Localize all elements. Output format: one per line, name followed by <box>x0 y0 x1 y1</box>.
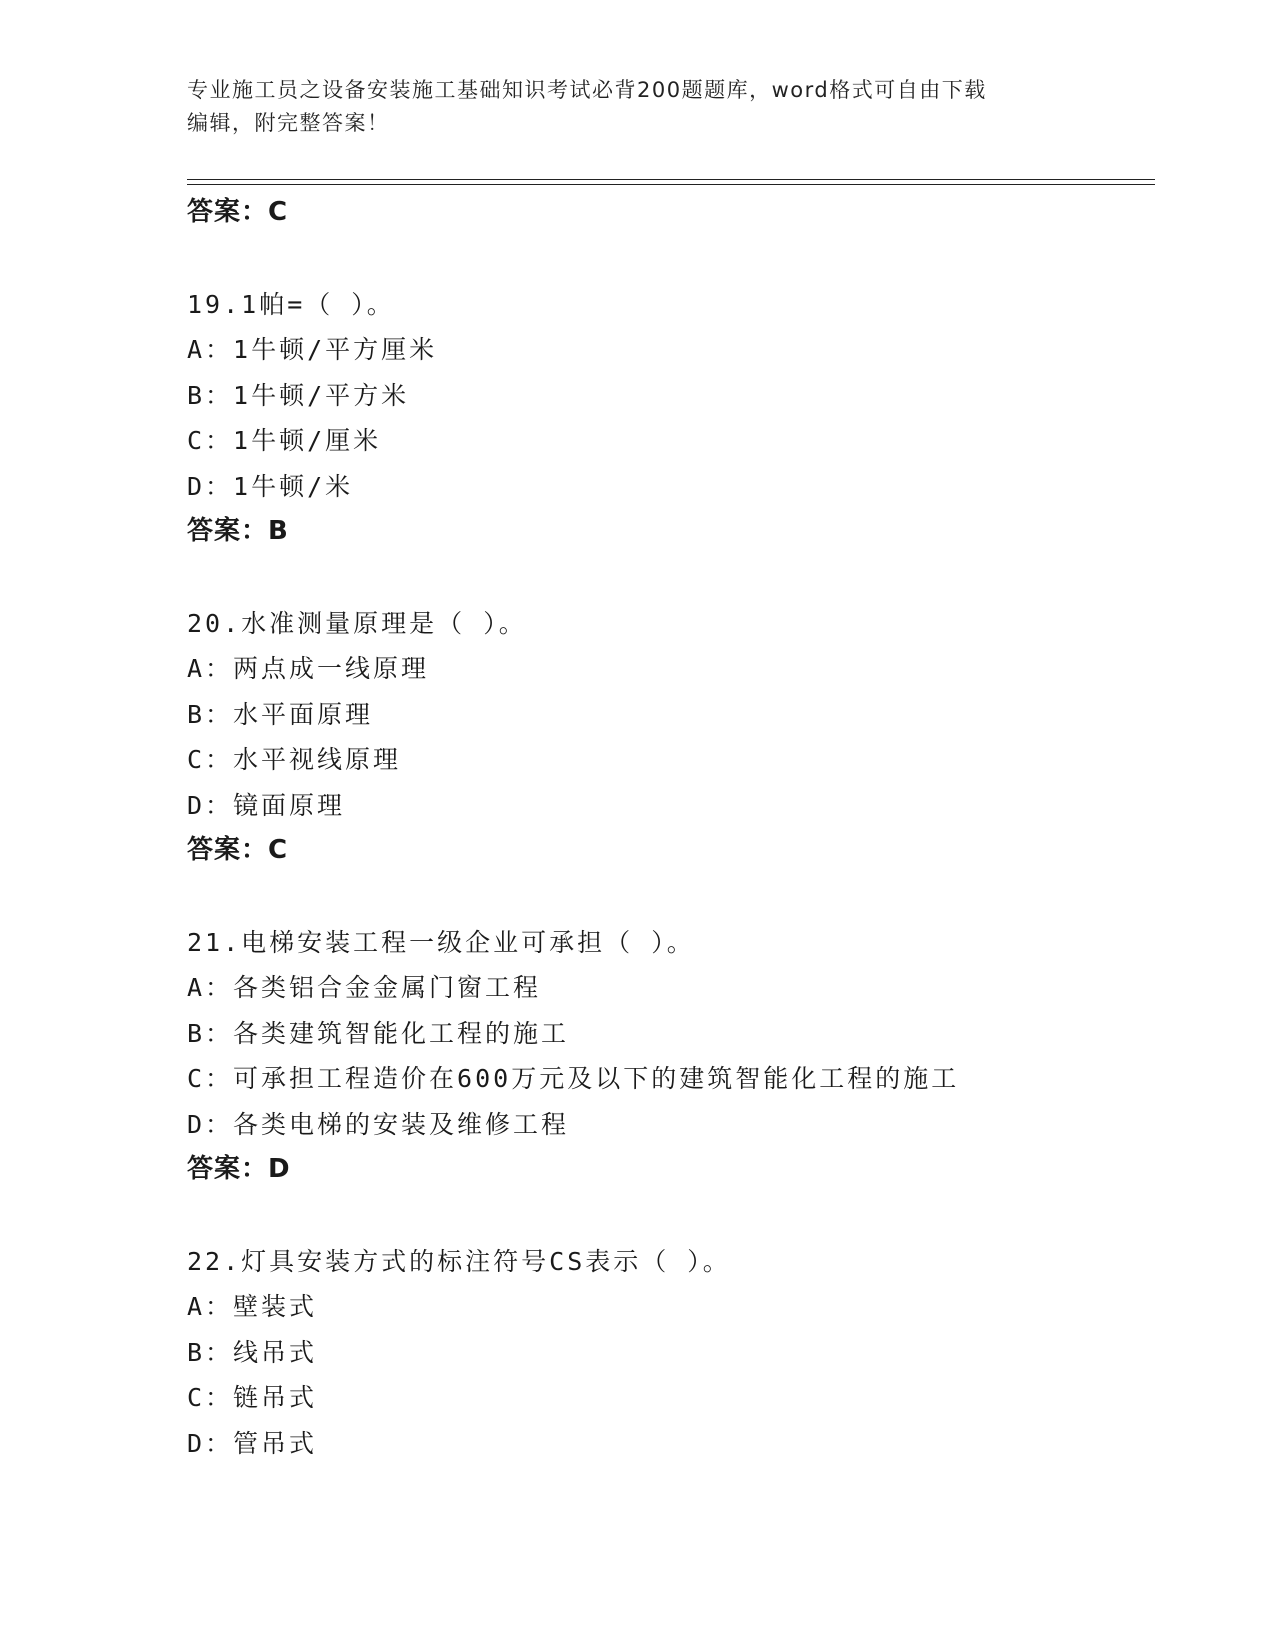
option-a: A：两点成一线原理 <box>187 654 430 683</box>
question-block <box>187 1239 1147 1467</box>
option-d: D：1牛顿/米 <box>187 471 354 501</box>
question-block <box>187 601 1147 874</box>
header-divider-bottom <box>187 184 1155 185</box>
answer-line: 答案：B <box>187 516 289 546</box>
document-header <box>187 74 1067 140</box>
option-b: B：线吊式 <box>187 1337 318 1367</box>
option-b: B：1牛顿/平方米 <box>187 380 410 410</box>
option-d: D：各类电梯的安装及维修工程 <box>187 1109 570 1139</box>
spacer <box>187 874 1147 920</box>
answer-line: 答案：D <box>187 1154 291 1184</box>
option-c: C：可承担工程造价在600万元及以下的建筑智能化工程的施工 <box>187 1064 960 1093</box>
question-stem: 22.灯具安装方式的标注符号CS表示（ ）。 <box>187 1246 731 1276</box>
option-a: A：1牛顿/平方厘米 <box>187 335 438 364</box>
option-a: A：各类铝合金金属门窗工程 <box>187 973 542 1002</box>
option-c: C：链吊式 <box>187 1383 318 1412</box>
question-block <box>187 282 1147 555</box>
spacer <box>187 555 1147 601</box>
option-c: C：1牛顿/厘米 <box>187 426 382 455</box>
option-b: B：水平面原理 <box>187 699 374 729</box>
question-stem: 21.电梯安装工程一级企业可承担（ ）。 <box>187 927 695 957</box>
option-d: D：管吊式 <box>187 1428 318 1458</box>
option-c: C：水平视线原理 <box>187 745 402 774</box>
spacer <box>187 1193 1147 1239</box>
spacer <box>187 236 1147 282</box>
header-line-2: 编辑，附完整答案！ <box>187 111 390 135</box>
question-list <box>187 190 1147 1466</box>
option-b: B：各类建筑智能化工程的施工 <box>187 1018 570 1048</box>
answer-line: 答案：C <box>187 197 289 227</box>
question-stem: 19.1帕=（ ）。 <box>187 289 395 319</box>
header-divider-top <box>187 179 1155 180</box>
option-a: A：壁装式 <box>187 1292 318 1321</box>
header-line-1: 专业施工员之设备安装施工基础知识考试必背200题题库，word格式可自由下载 <box>187 78 987 102</box>
question-block <box>187 920 1147 1193</box>
answer-line: 答案：C <box>187 835 289 865</box>
option-d: D：镜面原理 <box>187 790 346 820</box>
question-stem: 20.水准测量原理是（ ）。 <box>187 608 527 638</box>
